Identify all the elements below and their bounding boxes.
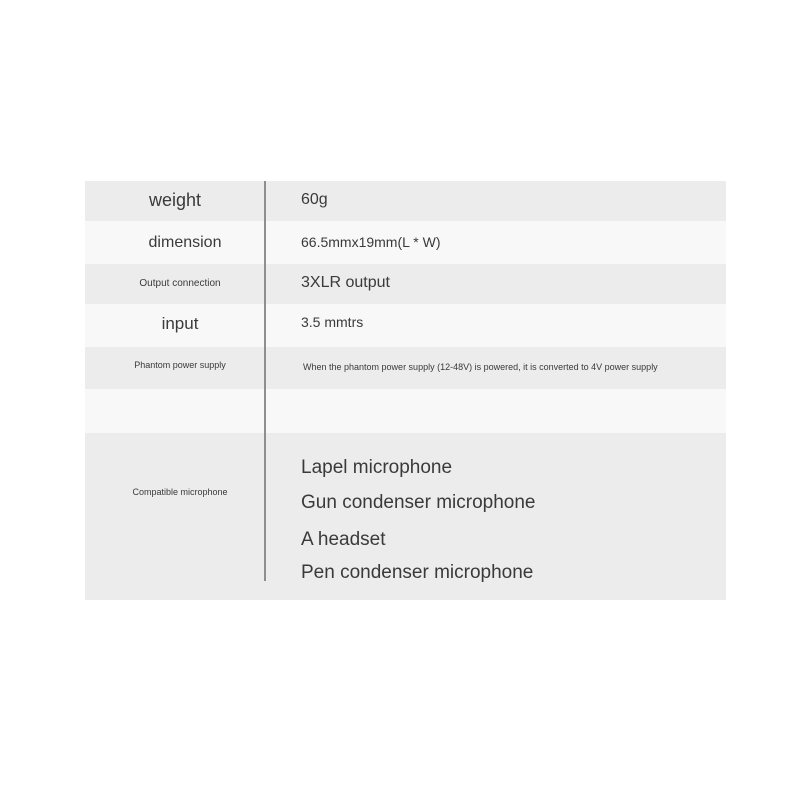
spec-label-compatible: Compatible microphone (132, 487, 228, 497)
compatible-item-headset: A headset (301, 529, 386, 550)
spec-value-weight: 60g (301, 191, 328, 208)
spec-row-output (85, 264, 726, 304)
spec-label-input: input (161, 314, 199, 333)
spec-label-phantom: Phantom power supply (134, 360, 226, 370)
spec-value-input: 3.5 mmtrs (301, 314, 364, 330)
spec-value-dimension: 66.5mmx19mm(L * W) (301, 234, 441, 250)
spec-row-phantom (85, 347, 726, 389)
spec-row-dimension (85, 221, 726, 264)
spec-label-dimension: dimension (148, 234, 222, 251)
spec-table (85, 181, 726, 600)
compatible-item-gun: Gun condenser microphone (301, 492, 536, 513)
column-divider (264, 181, 266, 581)
spec-label-output: Output connection (139, 278, 221, 289)
spec-label-weight: weight (148, 190, 202, 210)
spec-row-input (85, 304, 726, 347)
spec-value-phantom: When the phantom power supply (12-48V) is powered, it is converted to 4V power supply (303, 362, 658, 372)
spec-row-blank (85, 389, 726, 433)
spec-row-compatible (85, 433, 726, 600)
spec-row-weight (85, 181, 726, 221)
compatible-item-pen: Pen condenser microphone (301, 562, 534, 583)
compatible-item-lapel: Lapel microphone (301, 457, 453, 478)
spec-value-output: 3XLR output (301, 274, 390, 291)
